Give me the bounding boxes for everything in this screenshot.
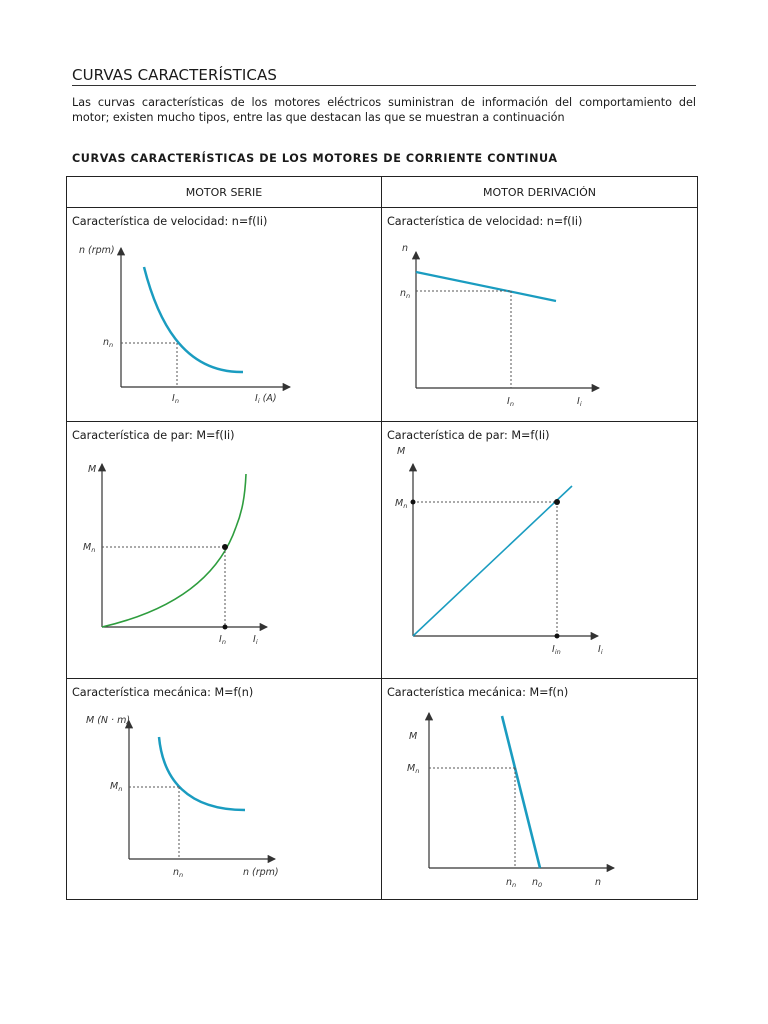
x-mark-label: $I_n$ [219, 634, 226, 646]
speed-line [416, 272, 556, 301]
graph-deriv-mecanica [382, 679, 698, 899]
cell-deriv-mecanica [382, 679, 698, 900]
graph-deriv-par [382, 422, 698, 678]
curves-table [66, 176, 698, 900]
x-mark-dot [555, 634, 560, 639]
table-header-row [67, 177, 698, 208]
y-mark-dot [411, 500, 416, 505]
header-motor-derivacion: MOTOR DERIVACIÓN [382, 177, 698, 208]
y-mark-label: $n_n$ [103, 337, 114, 349]
x-mark-label: $n_n$ [506, 877, 517, 889]
y-mark-label: $M_n$ [83, 542, 96, 554]
y-mark-label: $M_n$ [407, 763, 420, 775]
cell-deriv-velocidad [382, 208, 698, 422]
header-motor-serie: MOTOR SERIE [67, 177, 382, 208]
torque-curve [102, 527, 236, 627]
caption-serie-mecanica: Característica mecánica: M=f(n) [72, 686, 254, 699]
graph-deriv-velocidad [382, 208, 698, 421]
x-axis-label: n [595, 877, 602, 888]
x-axis-label: n (rpm) [243, 867, 279, 878]
torque-line [413, 486, 572, 636]
x-mark-label: $I_n$ [507, 396, 514, 408]
cell-serie-velocidad [67, 208, 382, 422]
caption-deriv-par: Característica de par: M=f(Ii) [387, 429, 550, 442]
section-title: CURVAS CARACTERÍSTICAS DE LOS MOTORES DE CORRIENTE CONTINUA [72, 152, 558, 165]
x-axis-label: $I_i$ [577, 396, 582, 408]
graph-serie-velocidad [67, 208, 382, 421]
y-mark-label: $M_n$ [395, 498, 408, 510]
table-row [67, 208, 698, 422]
table-row [67, 422, 698, 679]
x-axis-label: $I_i$ (A) [255, 393, 277, 405]
y-axis-label: M (N · m) [86, 715, 131, 726]
x-mark-label: $n_n$ [173, 867, 184, 879]
page-title: CURVAS CARACTERÍSTICAS [72, 66, 696, 86]
torque-curve-upper [236, 474, 246, 527]
y-mark-label: $n_n$ [400, 288, 411, 300]
intro-paragraph: Las curvas características de los motores eléctricos suministran de información del comportamiento del motor; existen mucho tipos, entre las que destacan las que se muestran a continuación [72, 96, 696, 124]
caption-deriv-mecanica: Característica mecánica: M=f(n) [387, 686, 569, 699]
cell-serie-par [67, 422, 382, 679]
x-axis-label: $I_i$ [253, 634, 258, 646]
operating-point [222, 544, 228, 550]
x-mark-label: $I_n$ [172, 393, 179, 405]
x-axis-label: $I_i$ [598, 644, 603, 656]
cell-serie-mecanica [67, 679, 382, 900]
y-axis-label: M [88, 464, 97, 475]
x-mark-dot [223, 625, 228, 630]
caption-deriv-velocidad: Característica de velocidad: n=f(Ii) [387, 215, 583, 228]
y-mark-label: $M_n$ [110, 781, 123, 793]
mechanical-line [502, 716, 540, 868]
y-axis-label: n [402, 243, 409, 254]
mechanical-curve [159, 737, 245, 810]
graph-serie-par [67, 422, 382, 678]
y-axis-label: M [409, 731, 418, 742]
graph-serie-mecanica [67, 679, 382, 899]
cell-deriv-par [382, 422, 698, 679]
speed-curve [144, 267, 243, 372]
y-axis-label: M [397, 446, 406, 457]
operating-point [554, 499, 560, 505]
x-mark2-label: $n_0$ [532, 877, 543, 889]
table-row [67, 679, 698, 900]
caption-serie-velocidad: Característica de velocidad: n=f(Ii) [72, 215, 268, 228]
x-mark-label: $I_{in}$ [552, 644, 561, 656]
y-axis-label: n (rpm) [79, 245, 115, 256]
caption-serie-par: Característica de par: M=f(Ii) [72, 429, 235, 442]
